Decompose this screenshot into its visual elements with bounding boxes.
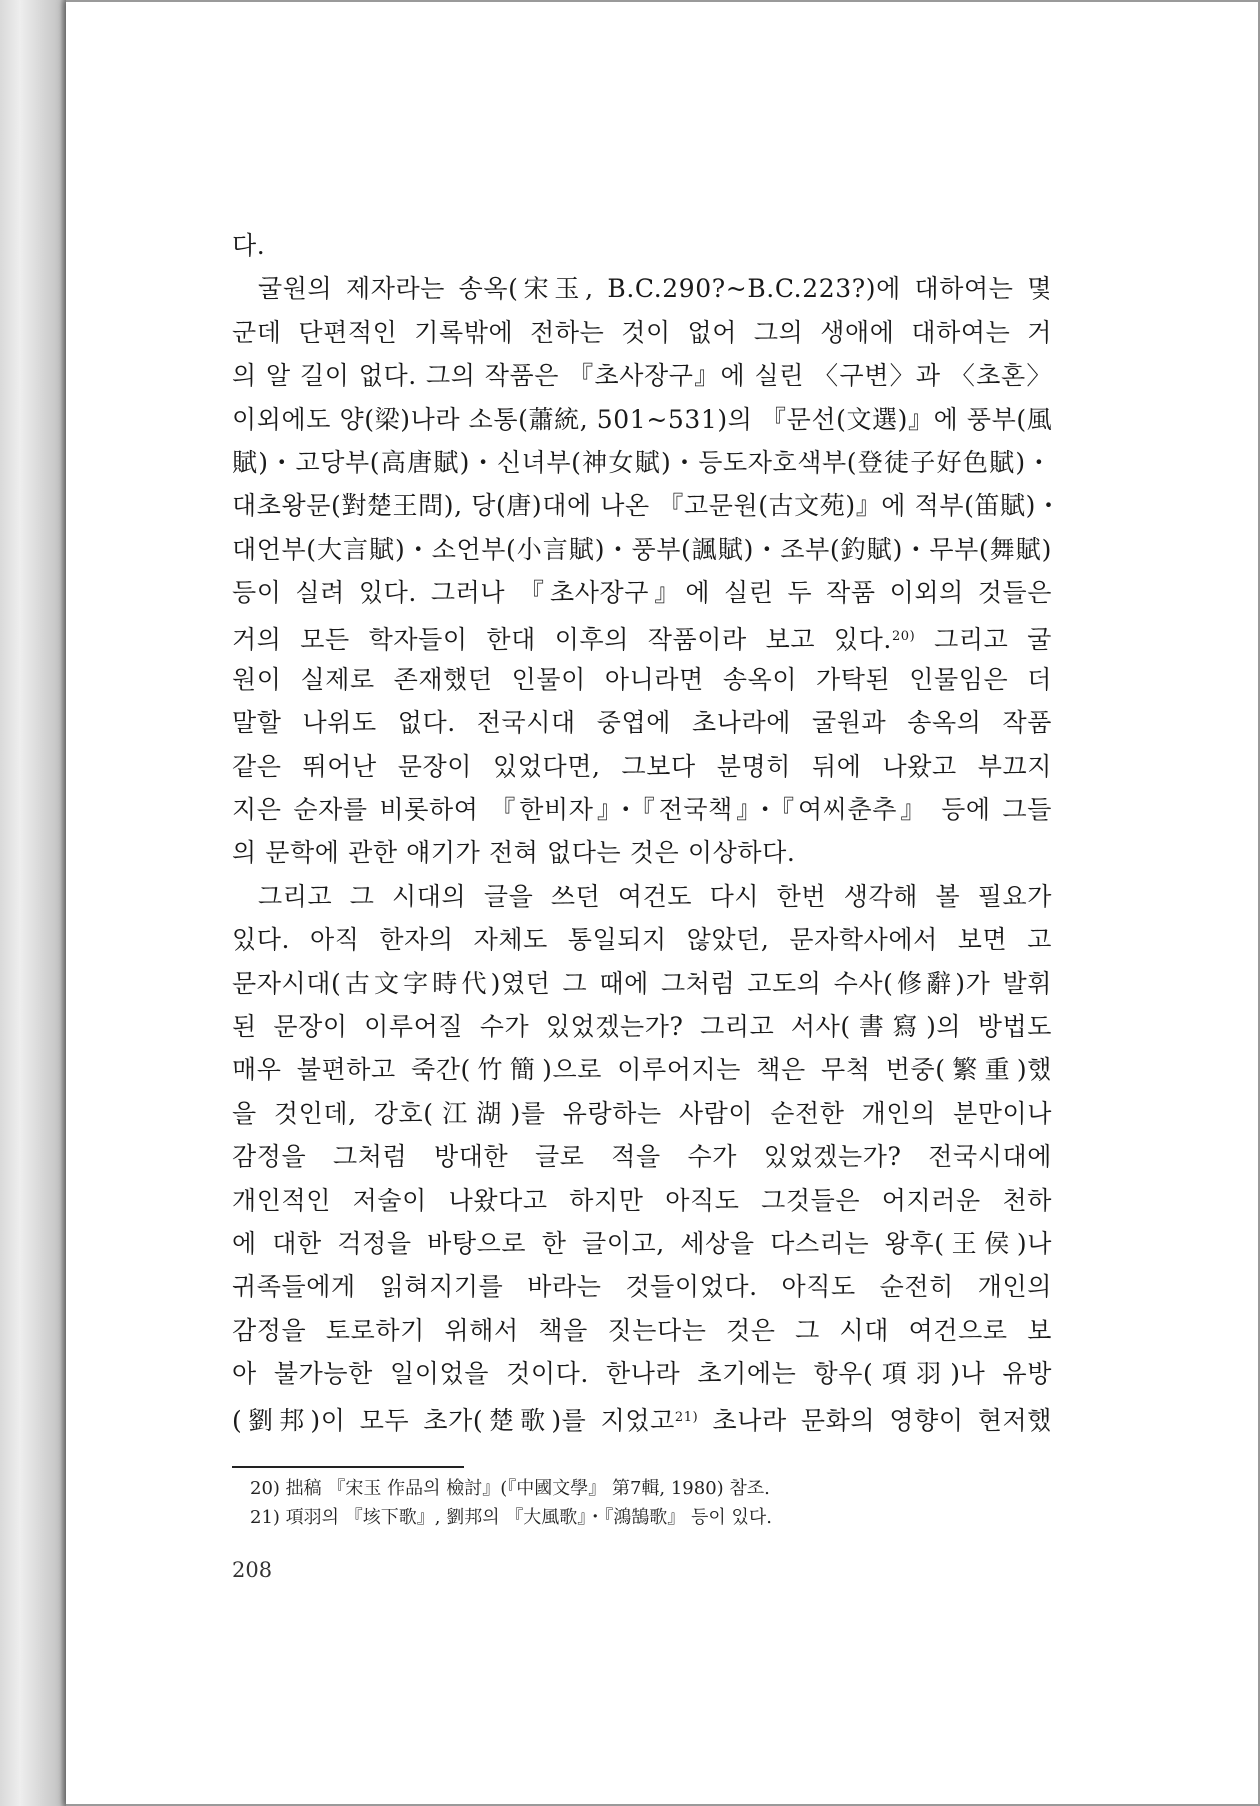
text-segment: (劉邦)이 모두 초가(楚歌)를 지었고 bbox=[232, 1405, 675, 1435]
book-page-stack-edge bbox=[0, 0, 66, 1806]
text-line: 문자시대(古文字時代)였던 그 때에 그처럼 고도의 수사(修辭)가 발휘 bbox=[232, 968, 1052, 998]
text-segment: 초나라 문화의 영향이 현저했 bbox=[712, 1405, 1052, 1435]
paragraph-start-line: 그리고 그 시대의 글을 쓰던 여건도 다시 한번 생각해 볼 필요가 bbox=[258, 881, 1052, 911]
text-line: 아 불가능한 일이었을 것이다. 한나라 초기에는 항우(項羽)나 유방 bbox=[232, 1359, 1052, 1389]
footnote-ref-20: 20) bbox=[891, 628, 916, 644]
text-line bbox=[232, 615, 1052, 658]
text-line: 을 것인데, 강호(江湖)를 유랑하는 사람이 순전한 개인의 분만이나 bbox=[232, 1098, 1052, 1128]
text-line: 다. bbox=[232, 231, 266, 260]
footnote-20: 20) 拙稿 『宋玉 作品의 檢討』(『中國文學』 第7輯, 1980) 참조. bbox=[250, 1478, 770, 1499]
text-line: 대초왕문(對楚王問), 당(唐)대에 나온 『고문원(古文苑)』에 적부(笛賦)・ bbox=[232, 491, 1062, 521]
text-line: 같은 뛰어난 문장이 있었다면, 그보다 분명히 뒤에 나왔고 부끄지 bbox=[232, 751, 1052, 781]
footnote-ref-21: 21) bbox=[674, 1409, 699, 1425]
text-line: 에 대한 걱정을 바탕으로 한 글이고, 세상을 다스리는 왕후(王侯)나 bbox=[232, 1228, 1052, 1258]
paragraph-start-line: 굴원의 제자라는 송옥(宋玉, B.C.290?~B.C.223?)에 대하여는 몇 bbox=[258, 274, 1052, 304]
text-line: 매우 불편하고 죽간(竹簡)으로 이루어지는 책은 무척 번중(繁重)했 bbox=[232, 1055, 1052, 1085]
text-line: 귀족들에게 읽혀지기를 바라는 것들이었다. 아직도 순전히 개인의 bbox=[232, 1272, 1052, 1302]
text-line: 말할 나위도 없다. 전국시대 중엽에 초나라에 굴원과 송옥의 작품 bbox=[232, 708, 1052, 738]
text-line: 등이 실려 있다. 그러나 『초사장구』에 실린 두 작품 이외의 것들은 bbox=[232, 578, 1052, 608]
page-border bbox=[66, 0, 1260, 2]
text-line: 있다. 아직 한자의 자체도 통일되지 않았던, 문자학사에서 보면 고 bbox=[232, 925, 1052, 955]
text-line: 대언부(大言賦)・소언부(小言賦)・풍부(諷賦)・조부(釣賦)・무부(舞賦) bbox=[232, 534, 1052, 564]
body-text bbox=[232, 224, 1062, 1439]
text-segment: 거의 모든 학자들이 한대 이후의 작품이라 보고 있다. bbox=[232, 624, 892, 654]
text-line: 의 알 길이 없다. 그의 작품은 『초사장구』에 실린 〈구변〉과 〈초혼〉 bbox=[232, 361, 1052, 391]
text-line: 賦)・고당부(高唐賦)・신녀부(神女賦)・등도자호색부(登徒子好色賦)・ bbox=[232, 447, 1052, 477]
text-line: 개인적인 저술이 나왔다고 하지만 아직도 그것들은 어지러운 천하 bbox=[232, 1185, 1052, 1215]
text-line: 원이 실제로 존재했던 인물이 아니라면 송옥이 가탁된 인물임은 더 bbox=[232, 664, 1052, 694]
text-line: 감정을 그처럼 방대한 글로 적을 수가 있었겠는가? 전국시대에 bbox=[232, 1142, 1052, 1172]
footnotes bbox=[250, 1474, 1050, 1532]
footnote-21: 21) 項羽의 『垓下歌』, 劉邦의 『大風歌』・『鴻鵠歌』 등이 있다. bbox=[250, 1507, 773, 1528]
text-line: 군데 단편적인 기록밖에 전하는 것이 없어 그의 생애에 대하여는 거 bbox=[232, 317, 1052, 347]
footnote-divider bbox=[232, 1466, 464, 1468]
text-line: 된 문장이 이루어질 수가 있었겠는가? 그리고 서사(書寫)의 방법도 bbox=[232, 1012, 1052, 1042]
page-number: 208 bbox=[232, 1558, 273, 1582]
text-line: 지은 순자를 비롯하여 『한비자』・『전국책』・『여씨춘추』 등에 그들 bbox=[232, 795, 1052, 825]
text-line: 감정을 토로하기 위해서 책을 짓는다는 것은 그 시대 여건으로 보 bbox=[232, 1315, 1052, 1345]
text-line bbox=[232, 1396, 1052, 1439]
text-line: 이외에도 양(梁)나라 소통(蕭統, 501~531)의 『문선(文選)』에 풍부(風 bbox=[232, 404, 1053, 434]
text-line: 의 문학에 관한 얘기가 전혀 없다는 것은 이상하다. bbox=[232, 838, 796, 868]
text-segment: 그리고 굴 bbox=[934, 624, 1052, 654]
